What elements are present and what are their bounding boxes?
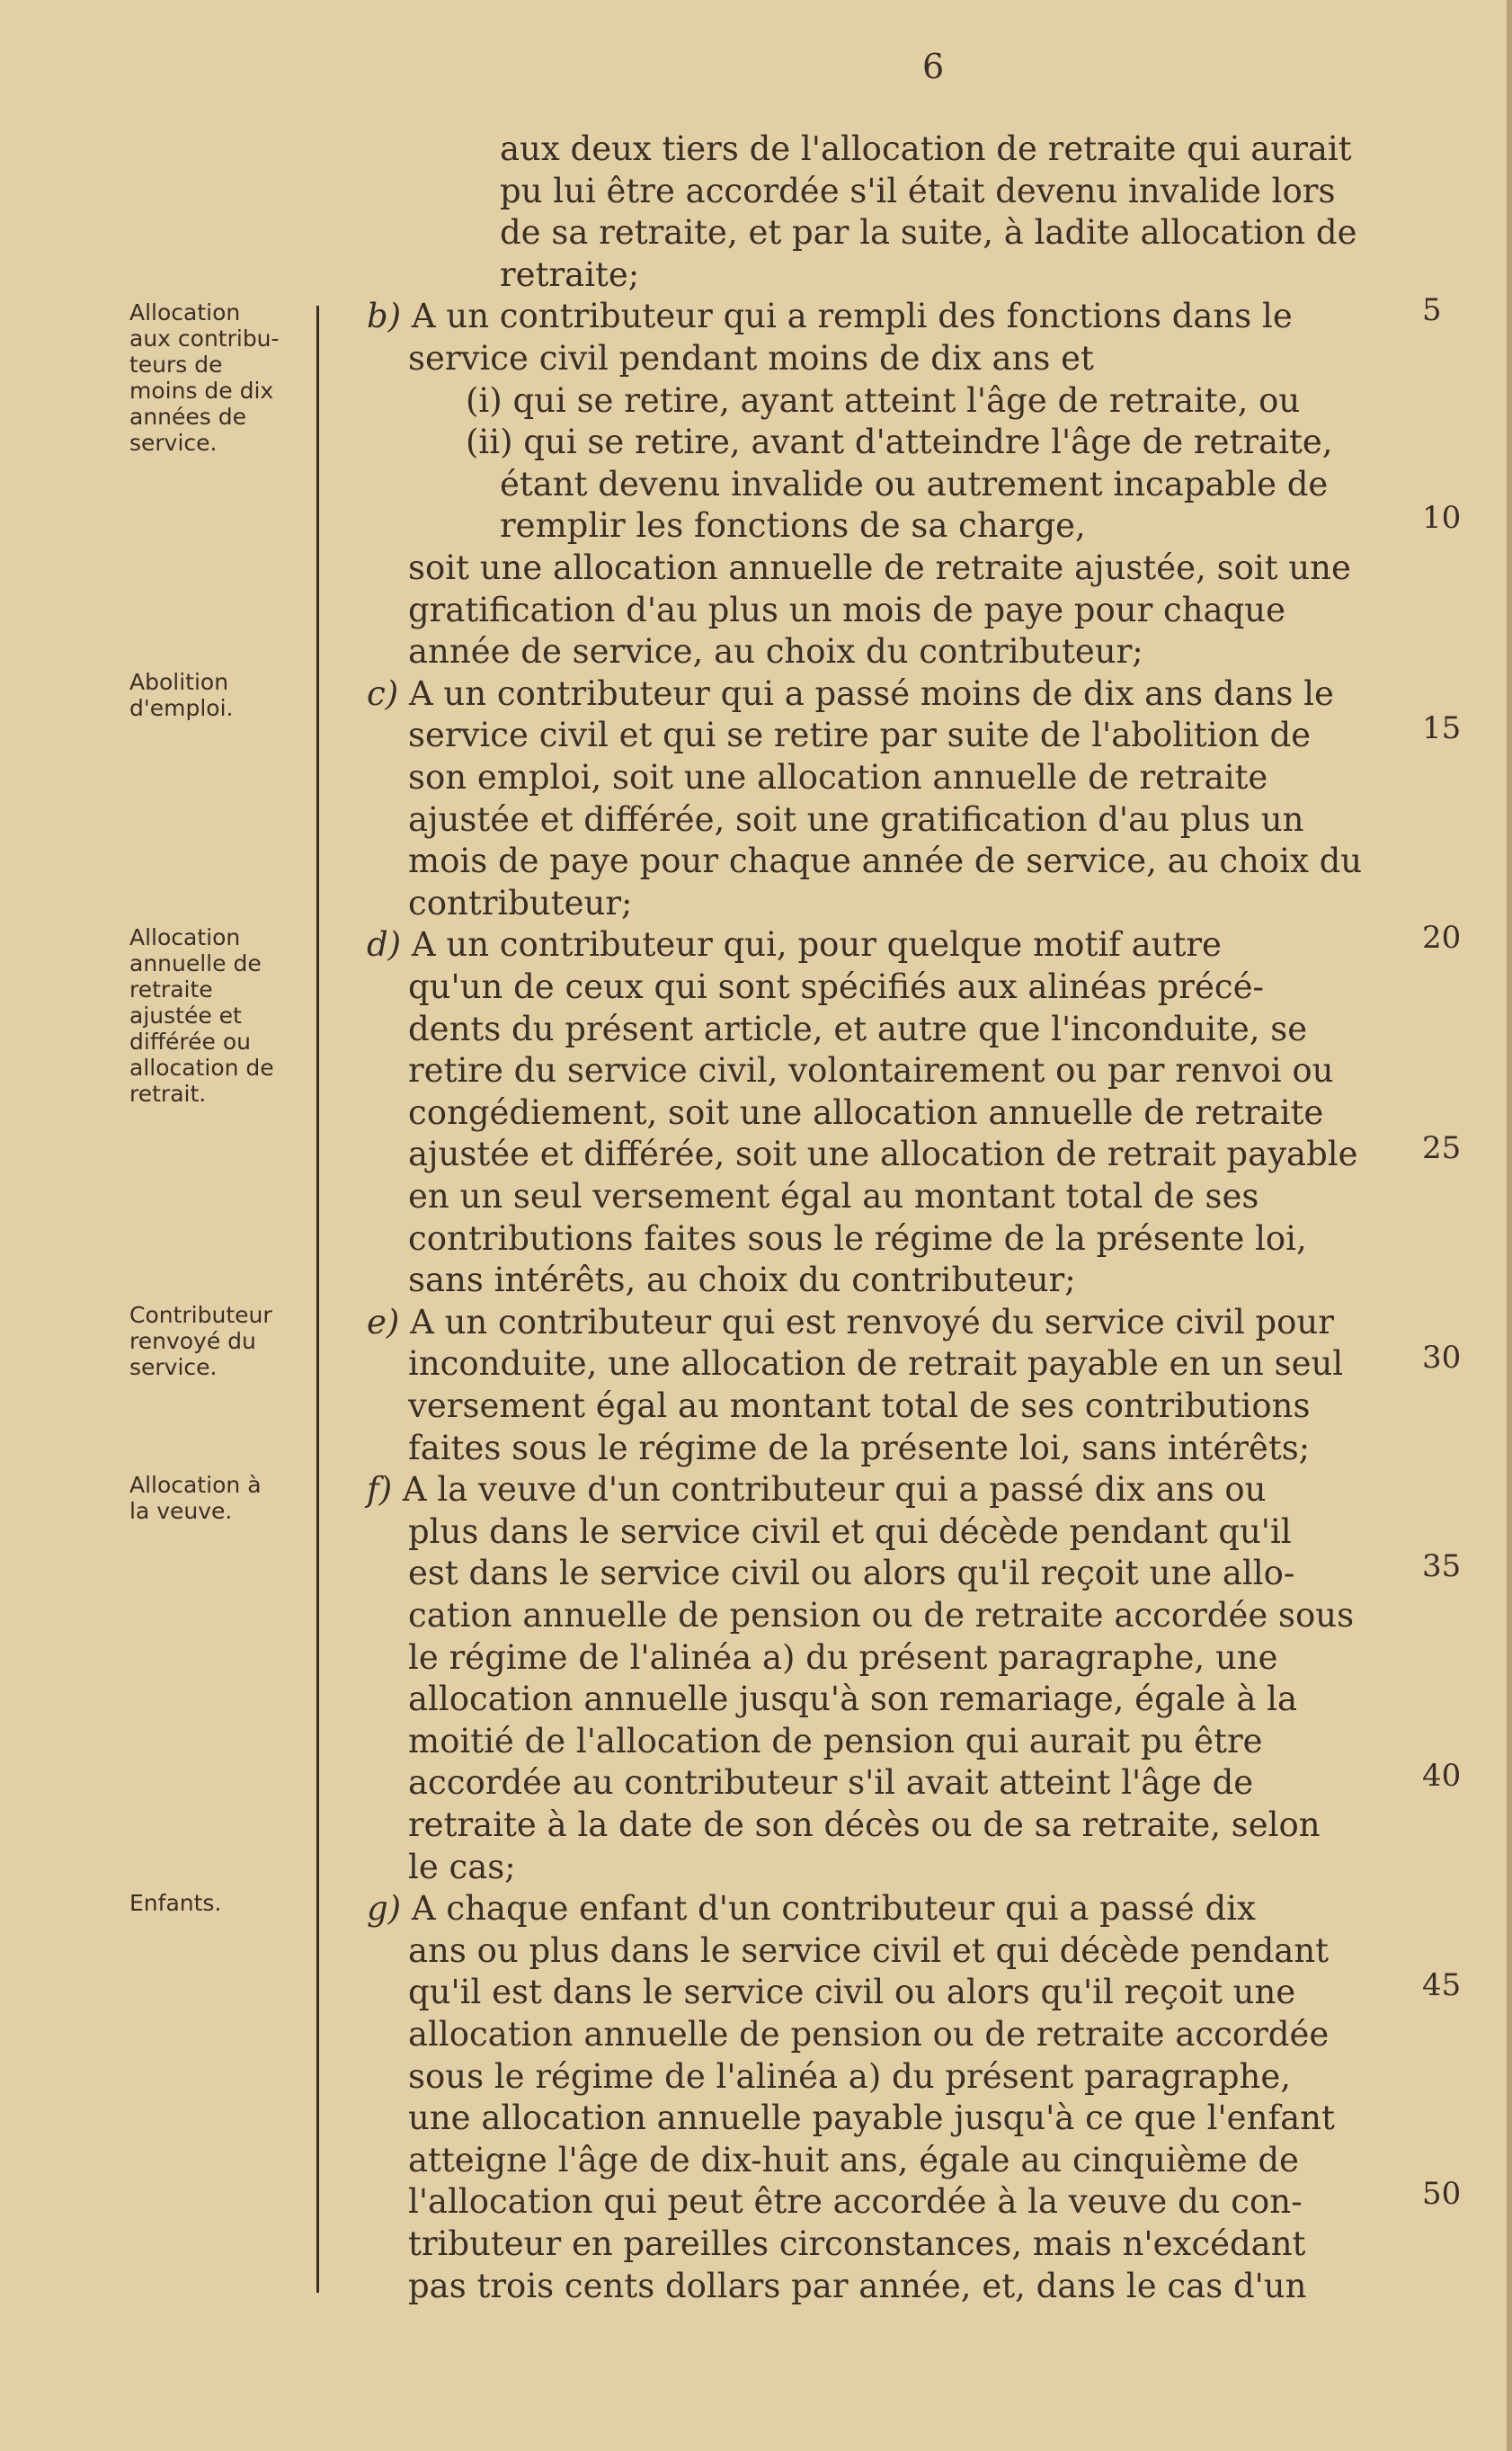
line-text: faites sous le régime de la présente loi, sans intérêts; <box>408 1429 1311 1467</box>
body-line <box>408 1260 1076 1301</box>
paragraph-label: g) <box>367 1889 402 1928</box>
line-text: pu lui être accordée s'il était devenu invalide lors <box>500 172 1336 210</box>
line-text: mois de paye pour chaque année de service, au choix du <box>408 842 1363 880</box>
line-text: accordée au contributeur s'il avait atteint l'âge de <box>408 1763 1254 1802</box>
paragraph-label: d) <box>367 925 402 964</box>
line-text: (ii) qui se retire, avant d'atteindre l'âge de retraite, <box>466 423 1333 461</box>
line-text: (i) qui se retire, ayant atteint l'âge de retraite, ou <box>466 381 1301 420</box>
line-text: de sa retraite, et par la suite, à ladite allocation de <box>500 213 1357 252</box>
line-text: est dans le service civil ou alors qu'il reçoit une allo- <box>408 1554 1295 1592</box>
line-text: sous le régime de l'alinéa a) du présent paragraphe, <box>408 2057 1292 2096</box>
body-line <box>408 757 1267 798</box>
body-line <box>408 967 1264 1008</box>
body-line <box>500 254 639 296</box>
body-line <box>408 1428 1310 1469</box>
body-line <box>466 380 1300 422</box>
line-text: plus dans le service civil et qui décède pendant qu'il <box>408 1512 1292 1551</box>
body-line <box>408 799 1303 841</box>
line-text: soit une allocation annuelle de retraite ajustée, soit une <box>408 548 1351 587</box>
body-line <box>367 296 1293 337</box>
margin-note: Allocation aux contribu- teurs de moins de dix années de service. <box>129 299 280 456</box>
line-number: 45 <box>1422 1967 1462 2003</box>
body-line <box>408 2266 1306 2307</box>
body-line <box>408 1972 1295 2013</box>
body-line <box>408 631 1143 673</box>
line-text: sans intérêts, au choix du contributeur; <box>408 1261 1076 1299</box>
line-text: pas trois cents dollars par année, et, dans le cas d'un <box>408 2267 1307 2305</box>
line-text: A la veuve d'un contributeur qui a passé dix ans ou <box>402 1470 1267 1509</box>
line-text: ans ou plus dans le service civil et qui décède pendant <box>408 1931 1330 1970</box>
line-text: retraite à la date de son décès ou de sa retraite, selon <box>408 1805 1321 1844</box>
body-line <box>408 338 1094 379</box>
body-line <box>367 1888 1256 1930</box>
line-text: service civil et qui se retire par suite de l'abolition de <box>408 716 1312 754</box>
body-line <box>408 841 1362 882</box>
body-line <box>500 171 1335 212</box>
line-number: 50 <box>1422 2176 1462 2212</box>
body-line <box>408 1553 1294 1594</box>
margin-note: Enfants. <box>129 1890 222 1916</box>
line-text: tributeur en pareilles circonstances, mais n'excédant <box>408 2224 1306 2263</box>
body-line <box>408 1134 1358 1175</box>
body-line <box>408 2056 1291 2098</box>
line-text: ajustée et différée, soit une allocation de retrait payable <box>408 1135 1358 1173</box>
margin-note: Allocation annuelle de retraite ajustée et différée ou allocation de retrait. <box>129 924 274 1107</box>
line-text: allocation annuelle jusqu'à son remariage, égale à la <box>408 1680 1298 1718</box>
body-line <box>367 673 1334 715</box>
line-text: versement égal au montant total de ses contributions <box>408 1386 1311 1425</box>
body-line <box>408 1050 1334 1092</box>
body-line <box>367 924 1222 966</box>
margin-note: Contributeur renvoyé du service. <box>129 1302 272 1380</box>
line-number: 5 <box>1422 292 1442 328</box>
line-text: A un contributeur qui, pour quelque motif autre <box>411 925 1222 964</box>
body-line <box>408 1595 1354 1636</box>
line-text: remplir les fonctions de sa charge, <box>500 506 1086 545</box>
line-text: moitié de l'allocation de pension qui aurait pu être <box>408 1722 1263 1760</box>
line-text: aux deux tiers de l'allocation de retraite qui aurait <box>500 129 1352 168</box>
line-number: 20 <box>1422 920 1462 956</box>
page-number: 6 <box>922 47 945 86</box>
body-line <box>408 590 1285 631</box>
body-line <box>500 129 1352 170</box>
line-text: en un seul versement égal au montant total de ses <box>408 1177 1259 1216</box>
margin-divider <box>316 306 319 2293</box>
line-text: congédiement, soit une allocation annuelle de retraite <box>408 1093 1324 1132</box>
body-line <box>408 1511 1292 1553</box>
body-line <box>367 1469 1266 1511</box>
paragraph-label: b) <box>367 297 402 335</box>
body-line <box>367 1302 1334 1343</box>
line-text: qu'il est dans le service civil ou alors qu'il reçoit une <box>408 1973 1296 2011</box>
body-line <box>408 1218 1307 1260</box>
body-line <box>408 715 1311 756</box>
line-text: contributeur; <box>408 884 633 922</box>
body-line <box>408 1637 1278 1679</box>
line-text: gratification d'au plus un mois de paye pour chaque <box>408 591 1286 629</box>
paragraph-label: c) <box>367 674 399 713</box>
line-text: le cas; <box>408 1848 516 1886</box>
body-line <box>408 1009 1307 1050</box>
body-line <box>408 2098 1335 2139</box>
line-text: son emploi, soit une allocation annuelle de retraite <box>408 758 1268 797</box>
body-line <box>408 1762 1253 1804</box>
body-line <box>500 464 1328 505</box>
body-line <box>408 1176 1259 1217</box>
body-line <box>408 1847 516 1888</box>
body-line <box>408 2224 1305 2265</box>
line-text: inconduite, une allocation de retrait payable en un seul <box>408 1344 1344 1383</box>
body-line <box>408 1343 1343 1385</box>
body-line <box>408 1805 1321 1846</box>
line-text: étant devenu invalide ou autrement incapable de <box>500 465 1329 504</box>
line-text: le régime de l'alinéa a) du présent paragraphe, une <box>408 1638 1278 1677</box>
line-number: 25 <box>1422 1130 1462 1166</box>
body-line <box>500 212 1356 254</box>
line-text: A un contributeur qui a passé moins de dix ans dans le <box>408 674 1334 713</box>
line-text: service civil pendant moins de dix ans et <box>408 339 1094 378</box>
paragraph-label: e) <box>367 1303 400 1341</box>
body-line <box>500 505 1086 547</box>
body-line <box>408 1679 1297 1720</box>
line-number: 10 <box>1422 500 1462 536</box>
line-text: l'allocation qui peut être accordée à la veuve du con- <box>408 2182 1303 2221</box>
body-line <box>408 548 1351 589</box>
line-text: A un contributeur qui a rempli des fonctions dans le <box>411 297 1293 335</box>
line-number: 30 <box>1422 1340 1462 1376</box>
body-line <box>408 1930 1329 1972</box>
line-text: allocation annuelle de pension ou de retraite accordée <box>408 2015 1330 2054</box>
body-line <box>408 2014 1329 2055</box>
line-text: une allocation annuelle payable jusqu'à ce que l'enfant <box>408 2099 1335 2137</box>
line-text: atteigne l'âge de dix-huit ans, égale au cinquième de <box>408 2141 1299 2179</box>
body-line <box>408 883 632 924</box>
page-edge <box>1507 0 1512 2451</box>
line-text: cation annuelle de pension ou de retraite accordée sous <box>408 1596 1355 1635</box>
line-text: année de service, au choix du contributeur; <box>408 632 1143 671</box>
paragraph-label: f) <box>367 1470 393 1509</box>
body-line <box>408 1721 1263 1762</box>
body-line <box>408 2140 1299 2181</box>
line-text: A chaque enfant d'un contributeur qui a passé dix <box>411 1889 1256 1928</box>
line-text: retraite; <box>500 255 640 294</box>
line-text: retire du service civil, volontairement ou par renvoi ou <box>408 1051 1334 1090</box>
body-line <box>408 2181 1303 2223</box>
line-number: 15 <box>1422 710 1462 746</box>
line-number: 40 <box>1422 1758 1462 1794</box>
line-text: dents du présent article, et autre que l'inconduite, se <box>408 1010 1308 1048</box>
margin-note: Allocation à la veuve. <box>129 1472 262 1524</box>
body-line <box>408 1092 1323 1134</box>
line-text: A un contributeur qui est renvoyé du service civil pour <box>410 1303 1334 1341</box>
body-line <box>466 422 1332 463</box>
line-text: qu'un de ceux qui sont spécifiés aux alinéas précé- <box>408 967 1264 1006</box>
body-line <box>408 1386 1310 1427</box>
margin-note: Abolition d'emploi. <box>129 669 234 721</box>
line-text: contributions faites sous le régime de la présente loi, <box>408 1219 1307 1258</box>
line-text: ajustée et différée, soit une gratification d'au plus un <box>408 800 1304 839</box>
line-number: 35 <box>1422 1548 1462 1584</box>
